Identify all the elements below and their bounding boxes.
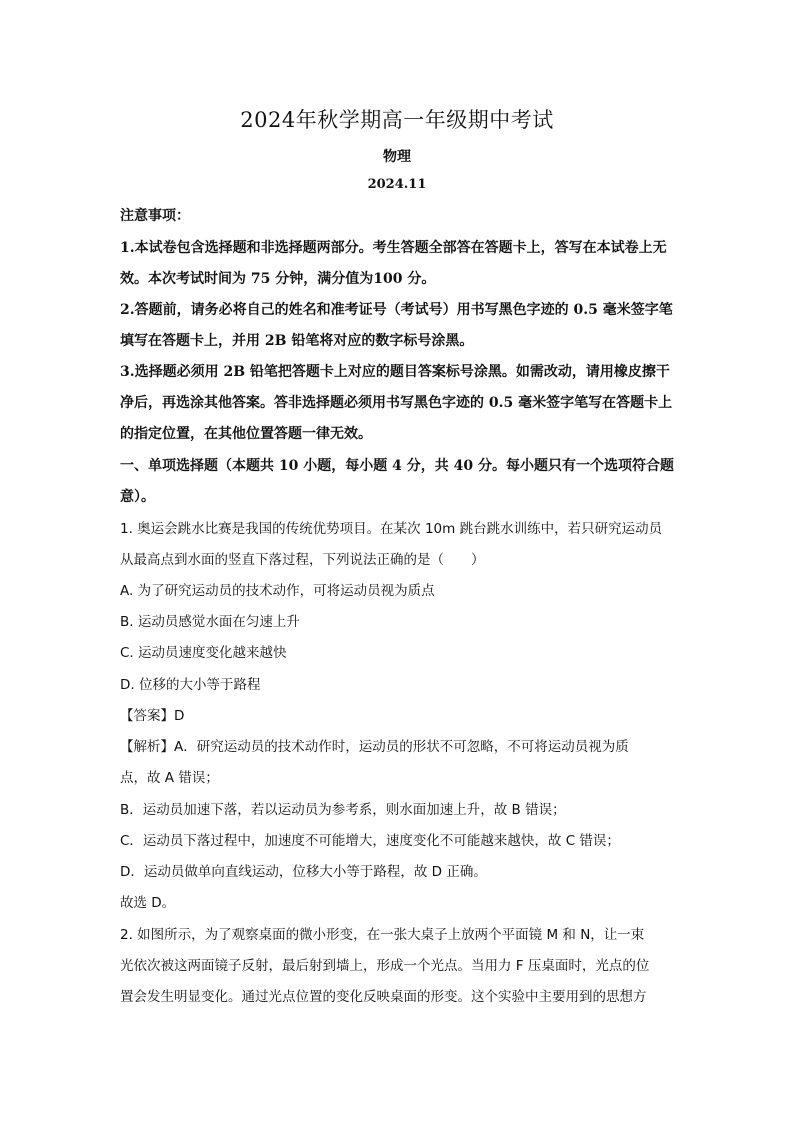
question-2-stem: 2. 如图所示，为了观察桌面的微小形变，在一张大桌子上放两个平面镜 M 和 N，让一束 — [120, 927, 645, 943]
exam-date: 2024.11 — [367, 177, 427, 192]
subject-label: 物理 — [383, 149, 411, 165]
question-1-option-d: D. 位移的大小等于路程 — [120, 677, 261, 693]
notes-heading: 注意事项： — [120, 208, 190, 224]
question-2-stem: 置会发生明显变化。通过光点位置的变化反映桌面的形变。这个实验中主要用到的思想方 — [120, 989, 647, 1005]
question-1-analysis: 故选 D。 — [120, 895, 176, 911]
question-1-analysis: B．运动员加速下落，若以运动员为参考系，则水面加速上升，故 B 错误； — [120, 802, 566, 818]
note-line: 3.选择题必须用 2B 铅笔把答题卡上对应的题目答案标号涂黑。如需改动，请用橡皮擦干 — [120, 364, 670, 380]
section-heading-cont: 意）。 — [120, 489, 155, 505]
note-line: 填写在答题卡上，并用 2B 铅笔将对应的数字标号涂黑。 — [120, 333, 474, 349]
section-heading: 一、单项选择题（本题共 10 小题，每小题 4 分，共 40 分。每小题只有一个选项符合题 — [120, 458, 674, 474]
note-line: 净后，再选涂其他答案。答非选择题必须用书写黑色字迹的 0.5 毫米签字笔写在答题卡上 — [120, 395, 673, 411]
question-1-answer: 【答案】D — [120, 708, 185, 724]
note-line: 1.本试卷包含选择题和非选择题两部分。考生答题全部答在答题卡上，答写在本试卷上无 — [120, 240, 667, 256]
question-1-stem: 1. 奥运会跳水比赛是我国的传统优势项目。在某次 10m 跳台跳水训练中，若只研究运动员 — [120, 521, 663, 537]
question-1-option-c: C. 运动员速度变化越来越快 — [120, 645, 287, 661]
question-1-analysis: C．运动员下落过程中，加速度不可能增大，速度变化不可能越来越快，故 C 错误； — [120, 833, 620, 849]
question-2-stem: 光依次被这两面镜子反射，最后射到墙上，形成一个光点。当用力 F 压桌面时，光点的位 — [120, 958, 650, 974]
page-title: 2024年秋学期高一年级期中考试 — [240, 108, 554, 132]
question-1-analysis: 【解析】A．研究运动员的技术动作时，运动员的形状不可忽略，不可将运动员视为质 — [120, 739, 629, 755]
question-1-stem: 从最高点到水面的竖直下落过程，下列说法正确的是（ ） — [120, 552, 485, 568]
question-1-analysis: 点，故 A 错误； — [120, 770, 219, 786]
question-1-analysis: D．运动员做单向直线运动，位移大小等于路程，故 D 正确。 — [120, 864, 487, 880]
note-line: 效。本次考试时间为 75 分钟，满分值为100 分。 — [120, 271, 436, 287]
note-line: 的指定位置，在其他位置答题一律无效。 — [120, 426, 372, 442]
question-1-option-b: B. 运动员感觉水面在匀速上升 — [120, 614, 300, 630]
question-1-option-a: A. 为了研究运动员的技术动作，可将运动员视为质点 — [120, 583, 435, 599]
note-line: 2.答题前，请务必将自己的姓名和准考证号（考试号）用书写黑色字迹的 0.5 毫米签字笔 — [120, 302, 673, 318]
